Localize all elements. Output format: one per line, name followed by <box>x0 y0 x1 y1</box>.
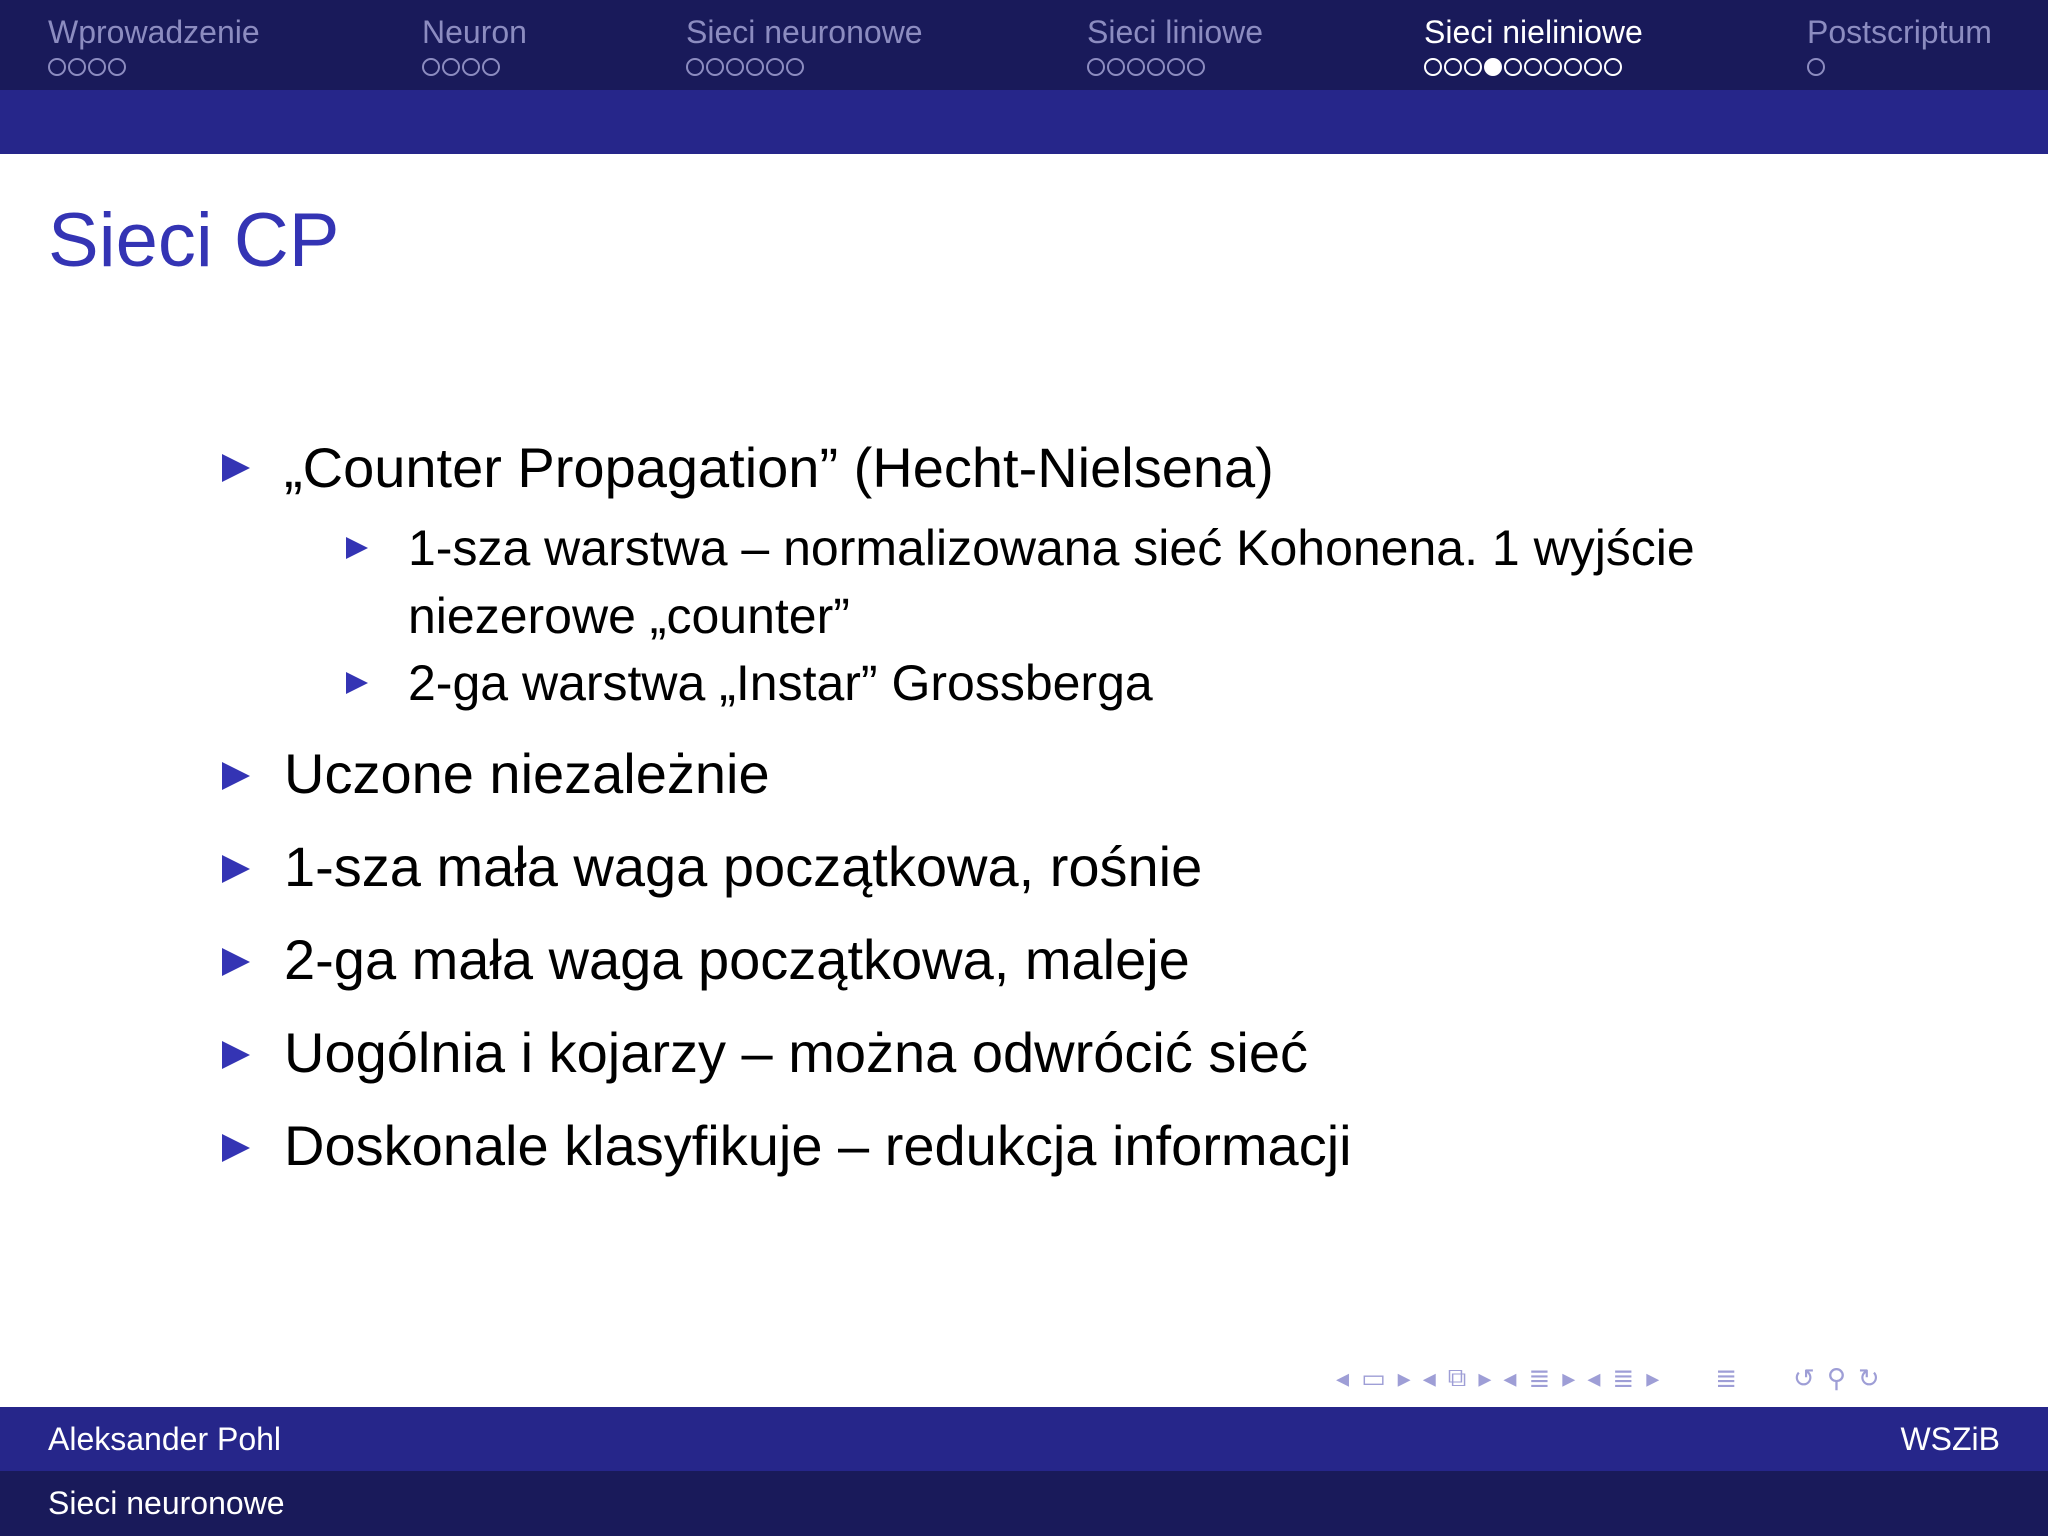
nav-section-label: Postscriptum <box>1807 14 1992 50</box>
nav-left-arrow-icon[interactable]: ◂ <box>1503 1362 1517 1393</box>
forward-icon[interactable]: ↻ <box>1857 1362 1880 1393</box>
bullet-icon <box>222 948 250 976</box>
navigation-symbols <box>1330 1358 1886 1398</box>
section-icon[interactable]: ≣ <box>1612 1362 1635 1393</box>
slide-title: Sieci CP <box>48 198 340 283</box>
list-item: 1-sza mała waga początkowa, rośnie <box>284 835 1203 898</box>
list-item: 2-ga mała waga początkowa, maleje <box>284 928 1190 991</box>
sub-bullet-icon <box>346 537 368 559</box>
bullet-icon <box>222 762 250 790</box>
subsection-icon[interactable]: ⧉ <box>1447 1362 1467 1392</box>
nav-right-arrow-icon[interactable]: ▸ <box>1397 1362 1411 1393</box>
nav-right-arrow-icon[interactable]: ▸ <box>1562 1362 1576 1393</box>
list-item: Uogólnia i kojarzy – można odwrócić sieć <box>284 1021 1308 1084</box>
nav-left-arrow-icon[interactable]: ◂ <box>1587 1362 1601 1393</box>
sub-list-item: 2-ga warstwa „Instar” Grossberga <box>408 655 1153 711</box>
sub-list-item-continuation: niezerowe „counter” <box>408 588 850 644</box>
footer-band <box>0 1407 2048 1471</box>
list-item: Doskonale klasyfikuje – redukcja informacji <box>284 1114 1352 1177</box>
toc-icon[interactable]: ≣ <box>1715 1362 1738 1393</box>
list-item: Uczone niezależnie <box>284 742 770 805</box>
nav-right-arrow-icon[interactable]: ▸ <box>1646 1362 1660 1393</box>
sub-list-item: 1-sza warstwa – normalizowana sieć Kohonena. 1 wyjście <box>408 520 1695 576</box>
list-item: „Counter Propagation” (Hecht-Nielsena) <box>284 436 1274 499</box>
sub-bullet-icon <box>346 672 368 694</box>
nav-left-arrow-icon[interactable]: ◂ <box>1422 1362 1436 1393</box>
bullet-icon <box>222 1134 250 1162</box>
section-icon[interactable]: ≣ <box>1528 1362 1551 1393</box>
footer-presentation-title: Sieci neuronowe <box>48 1485 285 1521</box>
bullet-icon <box>222 454 250 482</box>
footer-author: Aleksander Pohl <box>48 1421 282 1457</box>
frame-icon[interactable]: ▭ <box>1361 1362 1386 1393</box>
nav-section-label: Neuron <box>422 14 527 50</box>
nav-left-arrow-icon[interactable]: ◂ <box>1336 1362 1350 1393</box>
nav-section-label: Wprowadzenie <box>48 14 260 50</box>
nav-section-label: Sieci neuronowe <box>686 14 923 50</box>
nav-right-arrow-icon[interactable]: ▸ <box>1478 1362 1492 1393</box>
bullet-icon <box>222 1041 250 1069</box>
back-icon[interactable]: ↺ <box>1793 1362 1815 1393</box>
nav-section-label: Sieci liniowe <box>1087 14 1264 50</box>
search-icon[interactable]: ⚲ <box>1826 1362 1846 1393</box>
footer-institution: WSZiB <box>1900 1421 2000 1457</box>
footer-title-band <box>0 1471 2048 1536</box>
bullet-icon <box>222 855 250 883</box>
nav-section-label: Sieci nieliniowe <box>1424 14 1643 50</box>
